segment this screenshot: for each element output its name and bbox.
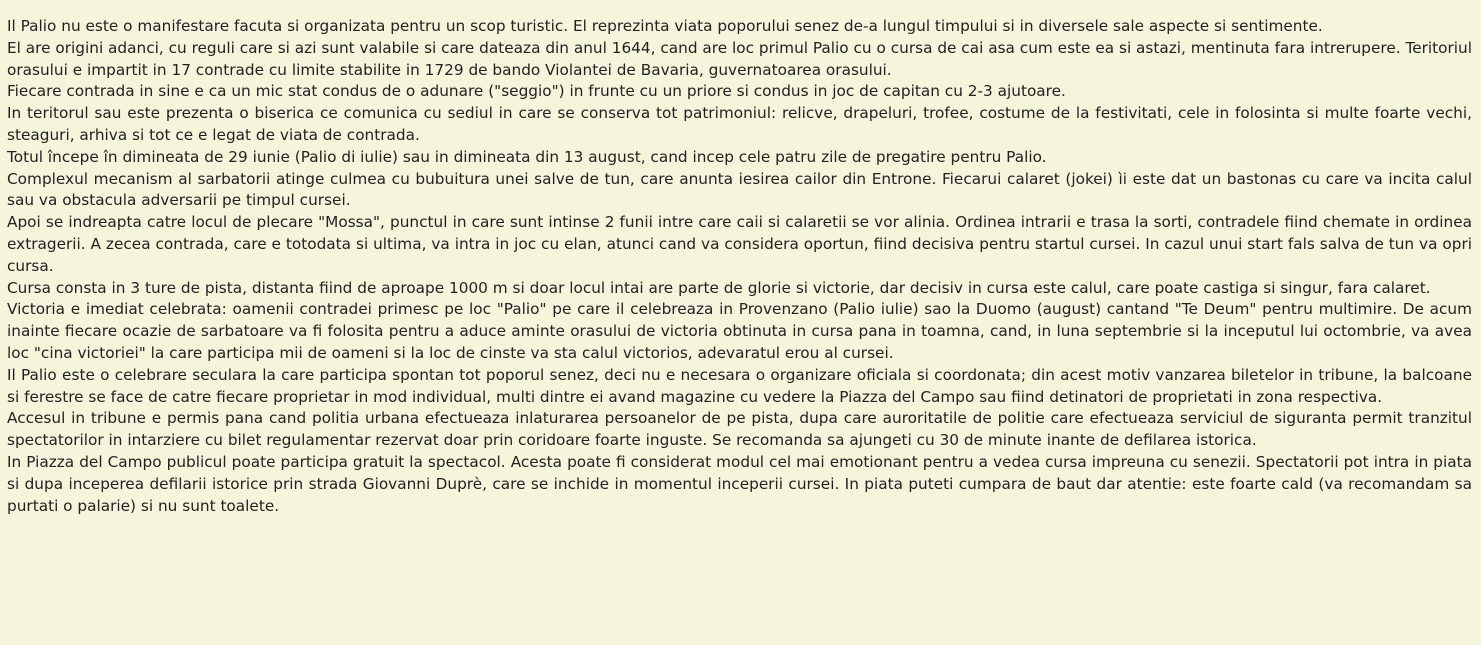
paragraph-piazza: In Piazza del Campo publicul poate participa gratuit la spectacol. Acesta poate fi considerat modul cel mai emotionant pentru a vedea cursa impreuna cu senezii. Spectatorii pot intra in piata si dupa inceperea defilarii istorice prin strada Giovanni Duprè, care se inchide in momentul inceperii cursei. In piata puteti cumpara de baut dar atentie: este foarte cald (va recomandam sa purtati o palarie) si nu sunt toalete. <box>7 452 1472 515</box>
paragraph-contrada-church: In teritorul sau este prezenta o biserica ce comunica cu sediul in care se conserva tot patrimoniul: relicve, drapeluri, trofee, costume de la festivitati, cele in folosinta si multe foarte vechi, steaguri, arhiva si tot ce e legat de viata de contrada. <box>7 104 1472 144</box>
paragraph-mossa: Apoi se indreapta catre locul de plecare "Mossa", punctul in care sunt intinse 2 funii intre care caii si calaretii se vor alinia. Ordinea intrarii e trasa la sorti, contradele fiind chemate in ordinea extragerii. A zecea contrada, care e totodata si ultima, va intra in joc cu elan, atunci cand va considera oportun, fiind decisiva pentru startul cursei. In cazul unui start fals salva de tun va opri cursa. <box>7 213 1472 275</box>
paragraph-access: Accesul in tribune e permis pana cand politia urbana efectueaza inlaturarea persoanelor de pe pista, dupa care auroritatile de politie care efectueaza serviciul de siguranta permit tranzitul spectatorilor in intarziere cu bilet regulamentar rezervat doar prin coridoare foarte inguste. Se recomanda sa ajungeti cu 30 de minute inante de defilarea istorica. <box>7 409 1472 450</box>
paragraph-race: Cursa consta in 3 ture de pista, distanta fiind de aproape 1000 m si doar locul intai are parte de glorie si victorie, dar decisiv in cursa este calul, care poate castiga si singur, fara calaret. <box>7 278 1431 297</box>
paragraph-start-dates: Totul începe în dimineata de 29 iunie (Palio di iulie) sau in dimineata din 13 august, cand incep cele patru zile de pregatire pentru Palio. <box>7 147 1047 166</box>
paragraph-cannon-shot: Complexul mecanism al sarbatorii atinge culmea cu bubuitura unei salve de tun, care anunta iesirea cailor din Entrone. Fiecarui calaret (jokei) ìi este dat un bastonas cu care va incita calul sau va obstacula adversarii pe timpul cursei. <box>7 169 1472 210</box>
paragraph-contrada-governance: Fiecare contrada in sine e ca un mic stat condus de o adunare ("seggio") in frunte cu un priore si condus in joc de capitan cu 2-3 ajutoare. <box>7 82 1066 101</box>
paragraph-origins: El are origini adanci, cu reguli care si azi sunt valabile si care dateaza din anul 1644, cand are loc primul Palio cu o cursa de cai asa cum este ea si astazi, mentinuta fara intrerupere. Teritoriul orasului e impartit in 17 contrade cu limite stabilite in 1729 de bando Violantei de Bavaria, guvernatoarea orasului. <box>7 38 1472 79</box>
paragraph-victory: Victoria e imediat celebrata: oamenii contradei primesc pe loc "Palio" pe care il celebreaza in Provenzano (Palio iulie) sao la Duomo (august) cantand "Te Deum" pentru multimire. De acum inainte fiecare ocazie de sarbatoare va fi folosita pentru a aduce aminte orasului de victoria obtinuta in cursa pana in toamna, cand, in luna septembrie si la inceputul lui octombrie, va avea loc "cina victoriei" la care participa mii de oameni si la loc de cinste va sta calul victorios, adevaratul erou al cursei. <box>7 300 1472 362</box>
paragraph-tickets: Il Palio este o celebrare seculara la care participa spontan tot poporul senez, deci nu e necesara o organizare oficiala si coordonata; din acest motiv vanzarea biletelor in tribune, la balcoane si ferestre se face de catre fiecare proprietar in mod individual, multi dintre ei avand magazine cu vedere la Piazza del Campo sau fiind detinatori de proprietati in zona respectiva. <box>7 365 1472 406</box>
paragraph-intro: Il Palio nu este o manifestare facuta si organizata pentru un scop turistic. El reprezinta viata poporului senez de-a lungul timpului si in diversele sale aspecte si sentimente. <box>7 17 1323 35</box>
